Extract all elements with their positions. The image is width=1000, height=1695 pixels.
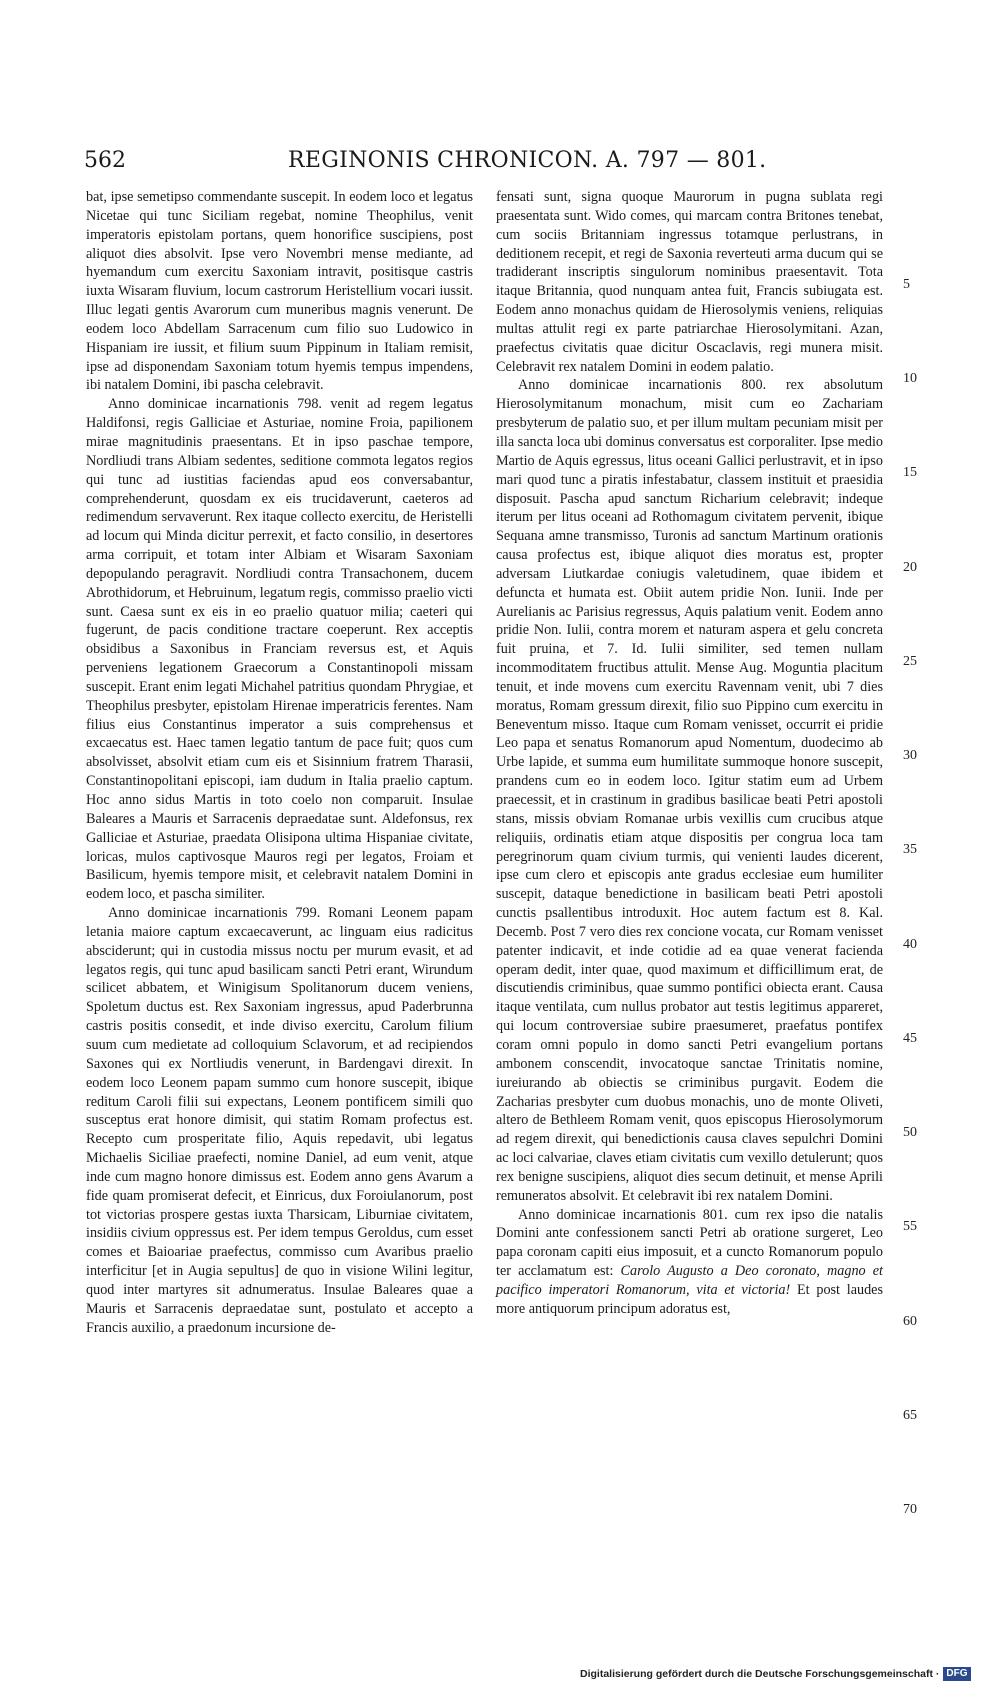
line-number: 35: [903, 842, 917, 857]
page-number: 562: [84, 148, 126, 173]
line-number: 40: [903, 937, 917, 952]
paragraph-801: [496, 1206, 883, 1319]
line-number: 30: [903, 748, 917, 763]
line-number: 25: [903, 654, 917, 669]
line-number: 10: [903, 371, 917, 386]
running-title: REGINONIS CHRONICON. A. 797 — 801.: [288, 148, 767, 173]
right-column: [496, 188, 883, 1319]
funding-note: Digitalisierung gefördert durch die Deutsche Forschungsgemeinschaft ·: [580, 1668, 940, 1680]
paragraph-801-text: Anno dominicae incarnationis 801. cum rex ipso die natalis Domini ante confessionem sancti Petri ab oratione surgeret, Leo papa coronam capiti eius imposuit, et a cuncto Romanorum populo ter acclamatum est:: [496, 1206, 883, 1280]
line-number: 20: [903, 560, 917, 575]
paragraph-799: Anno dominicae incarnationis 799. Romani Leonem papam letania maiore captum excaecaverunt, ac linguam eius radicitus absciderunt; qui in custodia missus noctu per murum evasit, et ad legatos regis, qui tunc apud basilicam sancti Petri erant, Wirundum scilicet abbatem, et Winigisum Spolitanorum ducem veniens, Spoletum ductus est. Rex Saxoniam ingressus, apud Paderbrunna castris positis consedit, et inde diviso exercitu, Carolum filium suum cum medietate ad colloquium Sclavorum, et ad recipiendos Saxones qui ex Nortliudis venerunt, in Bardengavi direxit. In eodem loco Leonem papam summo cum honore suscepit, ibique reditum Caroli filii sui expectans, Leonem pontificem simili quo susceptus erat honore dimisit, qui statim Romam profectus est. Recepto cum prosperitate filio, Aquis repedavit, ubi legatus Michaelis Siciliae praefecti, nomine Daniel, ad eum venit, atque inde cum magno honore dimissus est. Eodem anno gens Avarum a fide quam promiserat defecit, et Einricus, dux Foroiulanorum, post tot victorias prospere gestas iuxta Tharsicam, Liburniae civitatem, insidiis civium oppressus est. Per idem tempus Geroldus, cum esset comes et Baioariae praefectus, commisso cum Avaribus praelio interficitur [et in Augia sepultus] de quo in visione Wilini legitur, quod inter martyres sit adnumeratus. Insulae Baleares quae a Mauris et Sarracenis depraedatae sunt, postulato et accepto a Francis auxilio, a praedonum incursione de-: [86, 905, 473, 1336]
line-number: 5: [903, 277, 910, 292]
line-number: 55: [903, 1219, 917, 1234]
line-number: 15: [903, 465, 917, 480]
page-header: [84, 148, 914, 178]
paragraph-799-continued: fensati sunt, signa quoque Maurorum in pugna sublata regi praesentata sunt. Wido comes, qui marcam contra Britones tenebat, cum sociis Britanniam ingressus totamque perlustrans, in deditionem recepit, et regi de Saxonia reverteuti arma ducum qui se tradiderant inscriptis singulorum nominibus praesentavit. Tota itaque Britannia, quod nunquam antea fuit, Francis subiugata est. Eodem anno monachus quidam de Hierosolymis veniens, reliquias multas attulit regi ex parte patriarchae Hierosolymitani. Azan, praefectus civitatis quae dicitur Oscaclavis, regi munera misit. Celebravit rex natalem Domini in eodem palatio.: [496, 189, 883, 375]
line-number: 50: [903, 1125, 917, 1140]
paragraph-797-continued: bat, ipse semetipso commendante suscepit. In eodem loco et legatus Nicetae qui tunc Siciliam regebat, nomine Theophilus, venit imperatoris epistolam portans, quem honorifice suscipiens, post aliquot dies absolvit. Ipse vero Novembri mense mediante, ad hyemandum cum exercitu Saxoniam intravit, positisque castris iuxta Wisaram fluvium, locum castrorum Heristellium vocari iussit. Illuc legati gentis Avarorum cum muneribus magnis venerunt. De eodem loco Abdellam Sarracenum cum filio suo Ludowico in Hispaniam ire iussit, et filium suum Pippinum in Italiam remisit, ipse ad disponendam Saxoniam totum hyemis tempus impendens, ibi natalem Domini, ibi pascha celebravit.: [86, 189, 473, 394]
line-number: 45: [903, 1031, 917, 1046]
digitization-footer: [580, 1666, 971, 1682]
left-column: [86, 188, 473, 1337]
acclamation-italic: Carolo Augusto a Deo coronato, magno et pacifico imperatori Romanorum, vita et victoria!: [496, 1263, 883, 1298]
line-number: 70: [903, 1502, 917, 1517]
paragraph-798: Anno dominicae incarnationis 798. venit ad regem legatus Haldifonsi, regis Galliciae et Asturiae, nomine Froia, papilionem mirae magnitudinis praesentans. Et in ipso paschae tempore, Nordliudi trans Albiam sedentes, seditione commota legatos regios qui tunc ad iustitias faciendas apud eos conversabantur, comprehenderunt, quosdam ex eis trucidaverunt, caeteros ad redimendum servaverunt. Rex itaque collecto exercitu, de Heristelli ad locum qui Minda dicitur perrexit, et facto consilio, in desertores arma corripuit, et totam inter Albiam et Wisaram Saxoniam depopulando peragravit. Nordliudi contra Transachonem, ducem Abrothidorum, et Hebruinum, legatum regis, commisso praelio victi sunt. Caesa sunt ex eis in eo praelio quatuor milia; caeteri qui fugerunt, de pacis conditione tractare coeperunt. Rex acceptis obsidibus a Saxonibus in Franciam reversus est, et Aquis perveniens legationem Graecorum a Constantinopoli missam suscepit. Erant enim legati Michahel patritius quondam Phrygiae, et Theophilus presbyter, epistolam Hirenae imperatricis ferentes. Nam filius eius Constantinus imperator a suis comprehensus et excaecatus est. Haec tamen legatio tantum de pace fuit; quos cum absolvisset, absolvit etiam cum eis et Sisinnium fratrem Tharasii, Constantinopolitani episcopi, iam dudum in Italia praelio captum. Hoc anno sidus Martis in toto coelo non comparuit. Insulae Baleares a Mauris et Sarracenis depraedatae sunt. Aldefonsus, rex Galliciae et Asturiae, praedata Olisipona ultima Hispaniae civitate, loricas, mulos captivosque Mauros regi per legatos, Froiam et Basilicum, hyemis tempore misit, et celebravit natalem Domini in eodem loco, et pascha similiter.: [86, 396, 473, 903]
line-number: 65: [903, 1408, 917, 1423]
line-number: 60: [903, 1314, 917, 1329]
dfg-logo-icon: DFG: [943, 1667, 970, 1681]
paragraph-801-tail: Et post laudes more antiquorum principum adoratus est,: [496, 1281, 883, 1317]
paragraph-800: Anno dominicae incarnationis 800. rex absolutum Hierosolymitanum monachum, misit cum eo Zachariam presbyterum de palatio suo, et per illum multam pecuniam misit per illa sancta loca ubi dominus conversatus est corporaliter. Ipse medio Martio de Aquis egressus, litus oceani Gallici perlustravit, et in ipso mari quod tunc a piratis infestabatur, classem instituit et praesidia disposuit. Pascha apud sanctum Richarium celebravit; indeque iterum per litus oceani ad Rothomagum civitatem pervenit, ibique Sequana amne transmisso, Turonis ad sanctum Martinum orationis causa profectus est, ibique aliquot dies moratus est, propter adversam Liutkardae coniugis valetudinem, quae ibidem et defuncta et humata est. Obiit autem pridie Non. Iunii. Inde per Aurelianis ac Parisius regressus, Aquis palatium venit. Eodem anno pridie Non. Iulii, contra morem et naturam aspera et gelu concreta fuit pruina, et 7. Id. Iulii similiter, sed temen nullam incommoditatem fructibus attulit. Mense Aug. Moguntia placitum tenuit, et inde movens cum exercitu Ravennam venit, ubi 7 dies moratus, Romam gressum direxit, filio suo Pippino cum exercitu in Beneventum misso. Itaque cum Romam venisset, occurrit ei pridie Leo papa et senatus Romanorum apud Nomentum, duodecimo ab Urbe lapide, et summa eum humilitate summoque honore suscepit, prandens cum eo in eodem loco. Igitur statim eum ad Urbem praecessit, et in crastinum in gradibus basilicae beati Petri apostoli stans, missis obviam Romanae urbis vexillis cum crucibus atque reliquiis, ordinatis etiam atque dispositis per congrua loca tam peregrinorum quam civium turmis, qui venienti laudes dicerent, ipse cum clero et episcopis ante gradus ecclesiae eum humiliter suscepit, dataque benedictione in basilicam beati Petri apostoli cunctis psallentibus introduxit. Hoc autem factum est 8. Kal. Decemb. Post 7 vero dies rex concione vocata, cur Romam venisset patenter indicavit, et inde cotidie ad ea quae venerat facienda operam dedit, inter quae, quod maximum et difficillimum erat, de discutiendis criminibus, quae summo pontifici obiecta erant. Causa itaque ventilata, cum nullus probator aut testis legitimus appareret, qui locum controversiae subire praesumeret, praefatus pontifex coram omni populo in domo sancti Petri evangelium portans ambonem conscendit, invocatoque sanctae Trinitatis nomine, iureiurando ab obiectis se criminibus purgavit. Eodem die Zacharias presbyter cum duobus monachis, uno de monte Oliveti, altero de Bethleem Romam venit, quos episcopus Hierosolymorum ad regem direxit, qui benedictionis causa claves sepulchri Domini ac loci calvariae, claves etiam civitatis cum vexillo detulerunt; quos rex benigne suscipiens, aliquot dies secum detinuit, et mense Aprili remuneratos absolvit. Et celebravit ibi rex natalem Domini.: [496, 377, 883, 1204]
